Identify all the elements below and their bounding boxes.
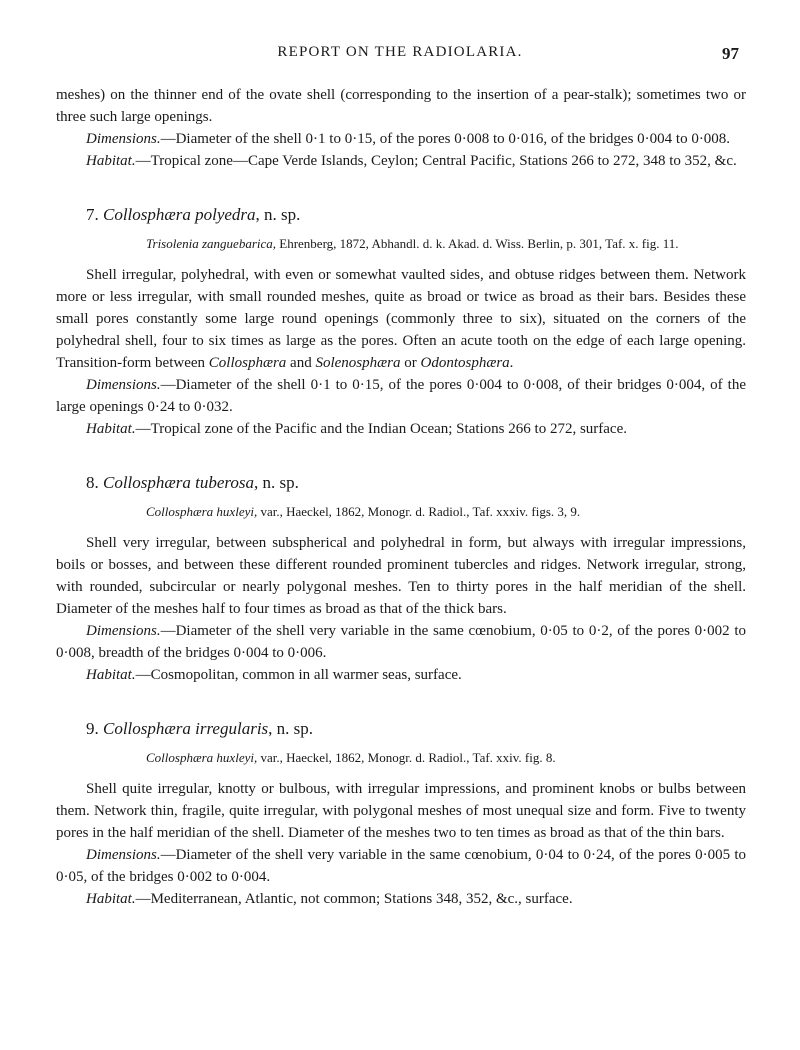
- description-text: .: [509, 355, 514, 371]
- description-paragraph: Shell very irregular, between subspherical and polyhedral in form, but always with irregular impressions, boils or bosses, and between these different rounded prominent tubercles and ridges. Network irregular, strong, with rounded, subcircular or nearly polygonal meshes. Ten to thirty pores in the half meridian of the shell. Diameter of the meshes half to four times as broad as that of the thick bars.: [56, 535, 746, 617]
- synonym-citation: Ehrenberg, 1872, Abhandl. d. k. Akad. d. Wiss. Berlin, p. 301, Taf. x. fig. 11.: [279, 236, 679, 251]
- dimensions-text: —Diameter of the shell very variable in the same cœnobium, 0·05 to 0·2, of the pores 0·002 to 0·008, breadth of the bridges 0·004 to 0·006.: [56, 623, 746, 661]
- synonym-reference: [146, 748, 746, 768]
- habitat-text: —Tropical zone—Cape Verde Islands, Ceylon; Central Pacific, Stations 266 to 272, 348 to 352, &c.: [135, 153, 737, 169]
- running-head: REPORT ON THE RADIOLARIA.: [277, 44, 523, 60]
- dimensions-label: Dimensions.: [86, 623, 161, 639]
- description-text: and: [286, 355, 316, 371]
- dimensions-text: —Diameter of the shell very variable in the same cœnobium, 0·04 to 0·24, of the pores 0·005 to 0·05, of the bridges 0·002 to 0·004.: [56, 847, 746, 885]
- synonym-reference: [146, 502, 746, 522]
- description-text: or: [400, 355, 421, 371]
- species-heading: [86, 470, 746, 496]
- dimensions-text: —Diameter of the shell 0·1 to 0·15, of the pores 0·004 to 0·008, of their bridges 0·004, of the large openings 0·24 to 0·032.: [56, 377, 746, 415]
- habitat-label: Habitat.: [86, 421, 136, 437]
- species-heading: [86, 202, 746, 228]
- habitat-label: Habitat.: [86, 891, 136, 907]
- habitat-text: —Mediterranean, Atlantic, not common; Stations 348, 352, &c., surface.: [135, 891, 573, 907]
- synonym-citation: var., Haeckel, 1862, Monogr. d. Radiol., Taf. xxiv. fig. 8.: [260, 750, 556, 765]
- dimensions-paragraph: [56, 844, 746, 888]
- species-suffix: , n. sp.: [255, 205, 301, 224]
- dimensions-label: Dimensions.: [86, 131, 161, 147]
- dimensions-paragraph: [56, 620, 746, 664]
- description-paragraph: [56, 264, 746, 374]
- species-name: Collosphæra irregularis: [103, 719, 269, 738]
- genus-name: Solenosphæra: [315, 355, 401, 371]
- habitat-text: —Cosmopolitan, common in all warmer seas, surface.: [135, 667, 462, 683]
- genus-name: Odontosphæra: [420, 355, 510, 371]
- species-number: 8.: [86, 473, 99, 492]
- habitat-paragraph: [56, 888, 746, 910]
- habitat-paragraph: [56, 418, 746, 440]
- habitat-paragraph: [56, 664, 746, 686]
- dimensions-paragraph: [56, 374, 746, 418]
- species-name: Collosphæra polyedra: [103, 205, 256, 224]
- species-number: 7.: [86, 205, 99, 224]
- dimensions-text: —Diameter of the shell 0·1 to 0·15, of the pores 0·008 to 0·016, of the bridges 0·004 to 0·008.: [160, 131, 731, 147]
- genus-name: Collosphæra: [208, 355, 287, 371]
- synonym-name: Collosphæra huxleyi,: [146, 504, 258, 519]
- habitat-text: —Tropical zone of the Pacific and the Indian Ocean; Stations 266 to 272, surface.: [135, 421, 627, 437]
- continuation-paragraph: meshes) on the thinner end of the ovate shell (corresponding to the insertion of a pear-stalk); sometimes two or three such large openings.: [56, 87, 746, 125]
- species-suffix: , n. sp.: [253, 473, 299, 492]
- habitat-label: Habitat.: [86, 153, 136, 169]
- species-name: Collosphæra tuberosa: [103, 473, 254, 492]
- dimensions-label: Dimensions.: [86, 847, 161, 863]
- habitat-paragraph: [56, 150, 746, 172]
- synonym-name: Collosphæra huxleyi,: [146, 750, 258, 765]
- page-body: [56, 84, 746, 910]
- dimensions-paragraph: [56, 128, 746, 150]
- synonym-name: Trisolenia zanguebarica,: [146, 236, 277, 251]
- species-suffix: , n. sp.: [268, 719, 314, 738]
- synonym-citation: var., Haeckel, 1862, Monogr. d. Radiol., Taf. xxxiv. figs. 3, 9.: [260, 504, 581, 519]
- description-text: Shell irregular, polyhedral, with even or somewhat vaulted sides, and obtuse ridges between them. Network more or less irregular, with small rounded meshes, quite as broad or twice as broad as their bars. Besides these small pores constantly some large round openings (commonly three to six), situated on the corners of the polyhedral shell, four to six times as large as the pores. Often an acute tooth on the edge of each large opening. Transition-form between: [56, 267, 746, 371]
- species-heading: [86, 716, 746, 742]
- dimensions-label: Dimensions.: [86, 377, 161, 393]
- synonym-reference: [146, 234, 746, 254]
- description-paragraph: Shell quite irregular, knotty or bulbous, with irregular impressions, and prominent knobs or bulbs between them. Network thin, fragile, quite irregular, with polygonal meshes of most unequal size and form. Five to twenty pores in the half meridian of the shell. Diameter of the meshes two to ten times as broad as that of the thin bars.: [56, 781, 746, 841]
- species-number: 9.: [86, 719, 99, 738]
- page-number: 97: [722, 44, 739, 63]
- habitat-label: Habitat.: [86, 667, 136, 683]
